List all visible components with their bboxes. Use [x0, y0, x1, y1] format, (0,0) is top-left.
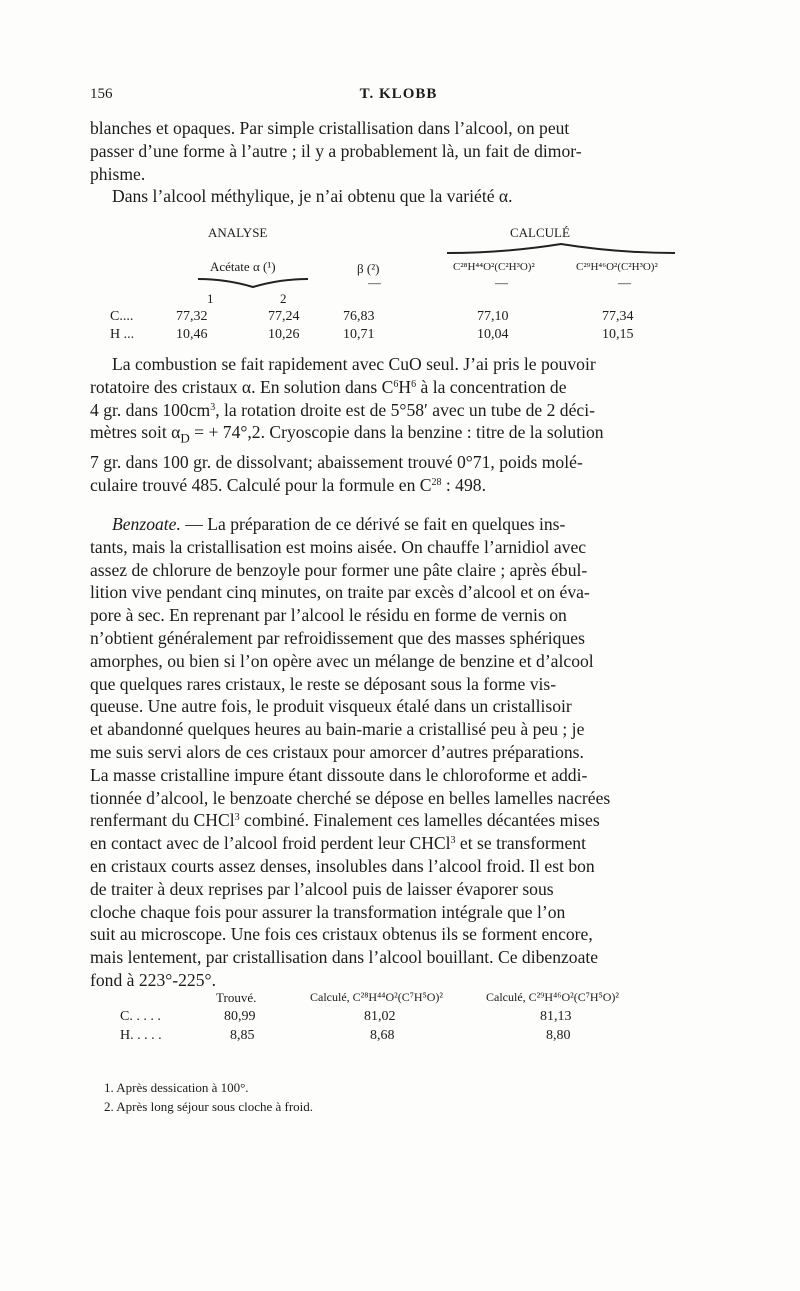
- table-cell: 10,26: [268, 327, 300, 342]
- paragraph-combustion: [90, 353, 707, 496]
- table-cell: 10,71: [343, 327, 375, 342]
- dash-mark: —: [618, 275, 631, 290]
- table-cell: 10,04: [477, 327, 509, 342]
- formula-header-2: C²⁹H⁴⁶O²(C²H³O)²: [576, 261, 658, 273]
- analysis-table: [110, 225, 700, 345]
- table-cell: 10,46: [176, 327, 208, 342]
- text-line: de traiter à deux reprises par l’alcool puis de laisser évaporer sous: [90, 878, 554, 899]
- text-line: me suis servi alors de ces cristaux pour amorcer d’autres préparations.: [90, 741, 584, 762]
- table-cell: 77,24: [268, 309, 300, 324]
- text-line: rotatoire des cristaux α. En solution dans $C^6H^6$ à la concentration de: [90, 376, 567, 397]
- table-cell: 8,68: [370, 1028, 395, 1043]
- col-header-calcule-2: Calculé, C²⁹H⁴⁶O²(C⁷H⁵O)²: [486, 990, 620, 1004]
- table-cell: 80,99: [224, 1009, 256, 1024]
- text-line: Benzoate. — La préparation de ce dérivé se fait en quelques ins-: [112, 514, 566, 534]
- table-cell: 8,85: [230, 1028, 255, 1043]
- text-line: tionnée d’alcool, le benzoate cherché se dépose en belles lamelles nacrées: [90, 787, 611, 808]
- text-line: La masse cristalline impure étant dissoute dans le chloroforme et addi-: [90, 764, 588, 785]
- text-line: tants, mais la cristallisation est moins aisée. On chauffe l’arnidiol avec: [90, 536, 587, 557]
- paragraph-benzoate: [90, 513, 707, 992]
- beta-header: β (²): [357, 261, 380, 276]
- text-line: n’obtient généralement par refroidissement que des masses sphériques: [90, 627, 585, 648]
- text-line: suit au microscope. Une fois ces cristaux obtenus ils se forment encore,: [90, 924, 593, 945]
- text-line: fond à 223°-225°.: [90, 969, 216, 990]
- text-line: mètres soit $\alpha_D$ = + 74°,2. Cryoscopie dans la benzine : titre de la solution: [90, 422, 604, 446]
- formula-header-1: C²⁸H⁴⁴O²(C²H³O)²: [453, 261, 535, 273]
- text-line: phisme.: [90, 163, 146, 184]
- text-line: que quelques rares cristaux, le reste se déposant sous la forme vis-: [90, 673, 557, 694]
- text-line: queuse. Une autre fois, le produit visqueux étalé dans un cristallisoir: [90, 696, 572, 717]
- text-line: blanches et opaques. Par simple cristallisation dans l’alcool, on peut: [90, 118, 570, 138]
- text-line: lition vive pendant cinq minutes, on traite par excès d’alcool et on éva-: [90, 582, 590, 603]
- row-label: C....: [110, 309, 134, 324]
- text-line: 4 gr. dans $100cm^3$, la rotation droite est de 5°58′ avec un tube de 2 déci-: [90, 399, 595, 420]
- table-cell: 10,15: [602, 327, 634, 342]
- col-header-trouve: Trouvé.: [216, 990, 257, 1005]
- dash-mark: —: [495, 275, 508, 290]
- row-label: H ...: [110, 327, 135, 342]
- table-cell: 81,02: [364, 1009, 396, 1024]
- text-line: La combustion se fait rapidement avec CuO seul. J’ai pris le pouvoir: [112, 354, 596, 374]
- benzoate-analysis-table: [120, 990, 690, 1042]
- dash-mark: —: [368, 275, 381, 290]
- text-line: passer d’une forme à l’autre ; il y a probablement là, un fait de dimor-: [90, 140, 582, 161]
- section-heading: Benzoate.: [112, 514, 181, 534]
- text-line: amorphes, ou bien si l’on opère avec un mélange de benzine et d’alcool: [90, 650, 594, 671]
- paragraph-intro: [90, 117, 707, 208]
- footnote: 2. Après long séjour sous cloche à froid.: [104, 1099, 314, 1114]
- table-cell: 8,80: [546, 1028, 571, 1043]
- row-label: H. . . . .: [120, 1028, 162, 1043]
- table-cell: 77,10: [477, 309, 509, 324]
- col-header-1: 1: [207, 291, 214, 306]
- table-cell: 77,32: [176, 309, 208, 324]
- table-cell: 81,13: [540, 1009, 572, 1024]
- text-line: 7 gr. dans 100 gr. de dissolvant; abaissement trouvé 0°71, poids molé-: [90, 451, 583, 472]
- text-line: cloche chaque fois pour assurer la transformation intégrale que l’on: [90, 901, 566, 922]
- brace-acetate: [196, 275, 310, 289]
- text-line: Dans l’alcool méthylique, je n’ai obtenu que la variété α.: [112, 186, 513, 207]
- footnote: 1. Après dessication à 100°.: [104, 1080, 249, 1095]
- running-title: T. KLOBB: [359, 86, 438, 102]
- text-line: culaire trouvé 485. Calculé pour la formule en $C^{28}$ : 498.: [90, 474, 486, 495]
- page-number: 156: [90, 86, 113, 102]
- table-cell: 77,34: [602, 309, 634, 324]
- text-line: mais lentement, par cristallisation dans l’alcool bouillant. Ce dibenzoate: [90, 947, 599, 968]
- text-line: assez de chlorure de benzoyle pour former une pâte claire ; après ébul-: [90, 559, 588, 580]
- text-line: en contact avec de l’alcool froid perdent leur CHCl$^3$ et se transforment: [90, 833, 586, 854]
- col-header-2: 2: [280, 291, 287, 306]
- col-header-calcule-1: Calculé, C²⁸H⁴⁴O²(C⁷H⁵O)²: [310, 990, 444, 1004]
- acetate-header: Acétate α (¹): [210, 259, 276, 274]
- text-line: pore à sec. En reprenant par l’alcool le résidu en forme de vernis on: [90, 605, 567, 626]
- text-line: en cristaux courts assez denses, insolubles dans l’alcool froid. Il est bon: [90, 855, 595, 876]
- footnotes: [104, 1078, 313, 1116]
- table-cell: 76,83: [343, 309, 375, 324]
- text-line: renfermant du CHCl$^3$ combiné. Finalement ces lamelles décantées mises: [90, 810, 600, 831]
- calcule-header: CALCULÉ: [510, 225, 570, 240]
- analyse-header: ANALYSE: [208, 225, 268, 240]
- row-label: C. . . . .: [120, 1009, 161, 1024]
- brace-calcule: [445, 241, 677, 255]
- text-line: et abandonné quelques heures au bain-marie a cristallisé peu à peu ; je: [90, 719, 585, 740]
